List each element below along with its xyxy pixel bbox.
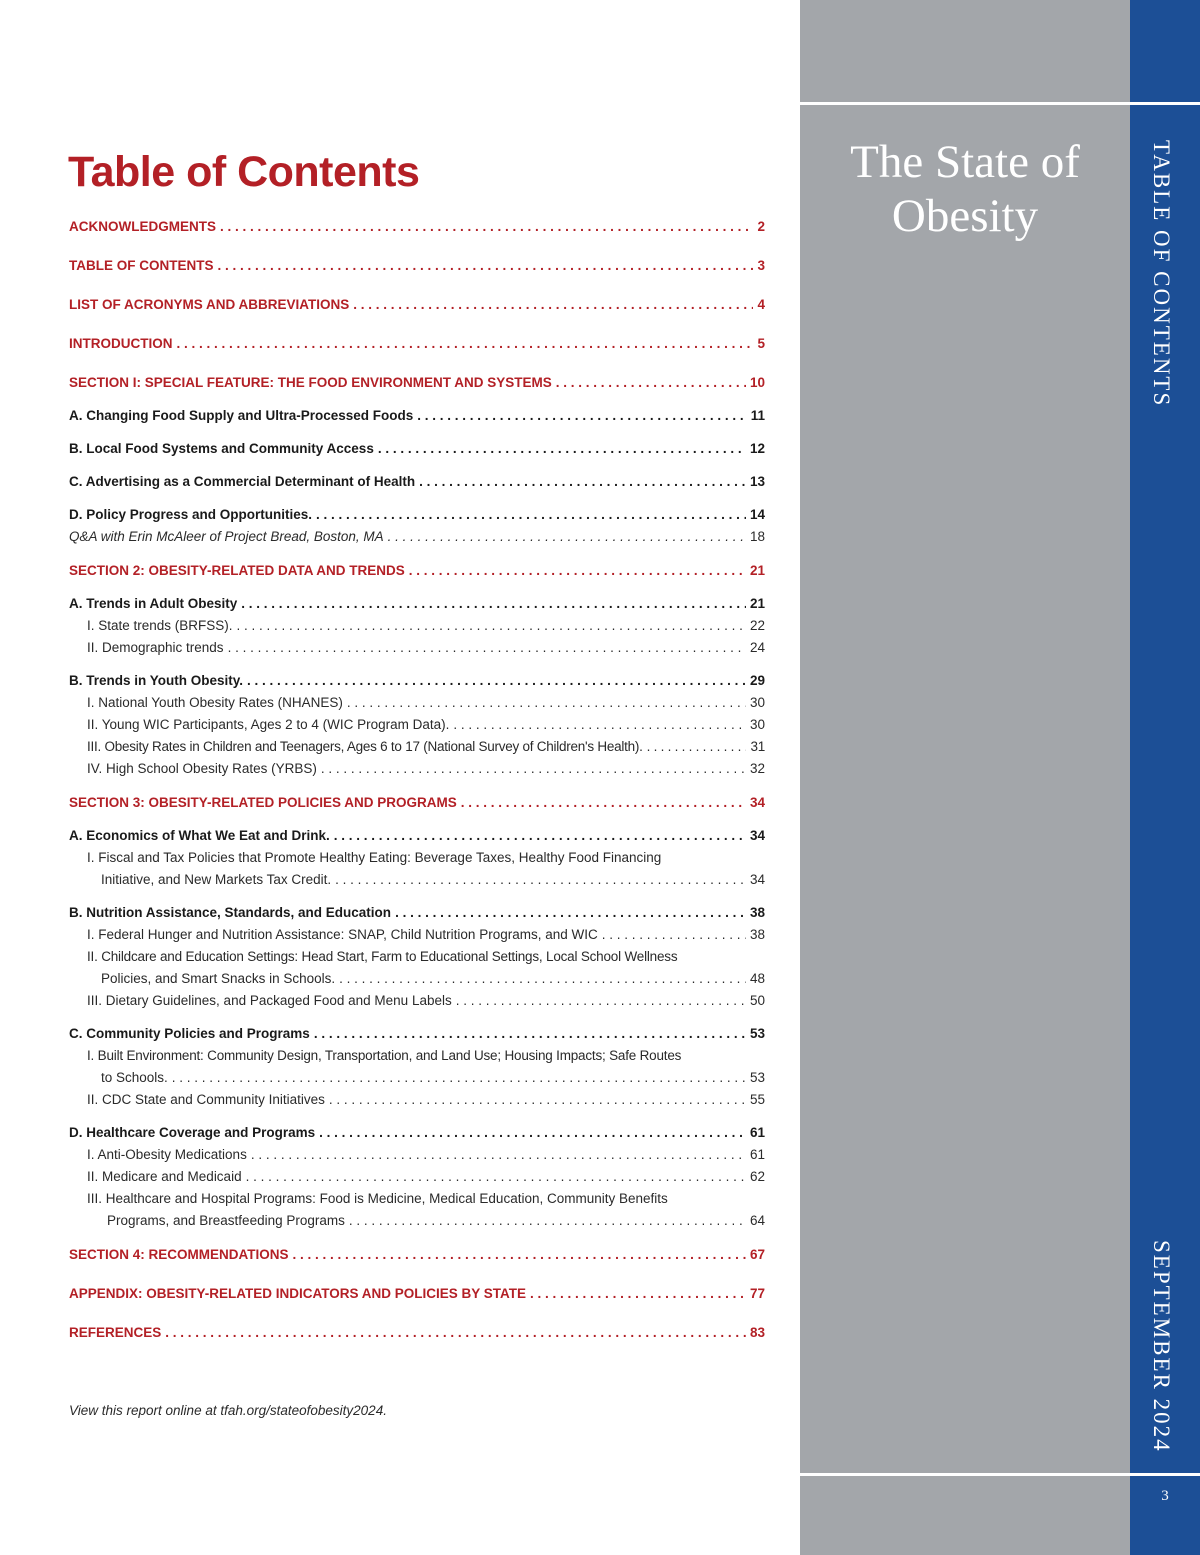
dot-leader bbox=[339, 971, 746, 986]
toc-entry-subsection[interactable] bbox=[69, 1125, 765, 1147]
toc-entry-page: 24 bbox=[749, 640, 765, 655]
toc-entry-page: 61 bbox=[749, 1147, 765, 1162]
dot-leader bbox=[349, 1213, 746, 1228]
dot-leader bbox=[419, 474, 746, 489]
dot-leader bbox=[335, 872, 746, 887]
dot-leader bbox=[321, 761, 746, 776]
toc-entry-subsection[interactable] bbox=[69, 474, 765, 496]
toc-entry-page: 13 bbox=[749, 474, 765, 489]
dot-leader bbox=[456, 993, 746, 1008]
toc-entry-page: 29 bbox=[749, 673, 765, 688]
dot-leader bbox=[293, 1247, 746, 1262]
toc-entry-page: 38 bbox=[749, 905, 765, 920]
toc-entry-item[interactable] bbox=[69, 739, 765, 761]
toc-entry-references[interactable] bbox=[69, 1325, 765, 1347]
band-divider bbox=[1130, 1473, 1200, 1476]
toc-entry-title: A. Changing Food Supply and Ultra-Processed Foods bbox=[69, 408, 414, 423]
toc-entry-qa[interactable] bbox=[69, 529, 765, 551]
toc-entry-title: III. Dietary Guidelines, and Packaged Food and Menu Labels bbox=[87, 993, 452, 1008]
dot-leader bbox=[417, 408, 746, 423]
toc-entry-acronyms[interactable] bbox=[69, 297, 765, 319]
toc-entry-title: SECTION I: SPECIAL FEATURE: THE FOOD ENVIRONMENT AND SYSTEMS bbox=[69, 375, 552, 390]
dot-leader bbox=[165, 1325, 746, 1340]
toc-entry-title: IV. High School Obesity Rates (YRBS) bbox=[87, 761, 317, 776]
dot-leader bbox=[602, 927, 746, 942]
dot-leader bbox=[246, 1169, 746, 1184]
toc-entry-subsection[interactable] bbox=[69, 507, 765, 529]
toc-entry-item-line: III. Healthcare and Hospital Programs: Food is Medicine, Medical Education, Community Benefits bbox=[87, 1191, 668, 1206]
toc-entry-title: B. Local Food Systems and Community Access bbox=[69, 441, 374, 456]
toc-entry-item[interactable] bbox=[69, 927, 765, 949]
toc-entry-title: II. Young WIC Participants, Ages 2 to 4 (WIC Program Data). bbox=[87, 717, 450, 732]
toc-entry-title: TABLE OF CONTENTS bbox=[69, 258, 214, 273]
toc-entry-title: B. Trends in Youth Obesity. bbox=[69, 673, 244, 688]
toc-entry-item[interactable] bbox=[69, 1070, 765, 1092]
toc-entry-title: I. Anti-Obesity Medications bbox=[87, 1147, 247, 1162]
toc-entry-title: Q&A with Erin McAleer of Project Bread, Boston, MA bbox=[69, 529, 384, 544]
toc-entry-section-4[interactable] bbox=[69, 1247, 765, 1269]
section-label-vertical: TABLE OF CONTENTS bbox=[1149, 140, 1174, 408]
toc-entry-item[interactable] bbox=[69, 1147, 765, 1169]
toc-entry-subsection[interactable] bbox=[69, 905, 765, 927]
toc-entry-page: 4 bbox=[757, 297, 765, 312]
toc-entry-page: 67 bbox=[749, 1247, 765, 1262]
toc-entry-page: 64 bbox=[749, 1213, 765, 1228]
dot-leader bbox=[395, 905, 746, 920]
toc-entry-page: 62 bbox=[749, 1169, 765, 1184]
toc-entry-page: 22 bbox=[749, 618, 765, 633]
dot-leader bbox=[247, 673, 746, 688]
toc-entry-page: 21 bbox=[749, 563, 765, 578]
toc-entry-title: I. National Youth Obesity Rates (NHANES) bbox=[87, 695, 343, 710]
dot-leader bbox=[241, 596, 746, 611]
toc-entry-section-1[interactable] bbox=[69, 375, 765, 397]
dot-leader bbox=[218, 258, 754, 273]
page-title: Table of Contents bbox=[68, 148, 420, 196]
toc-entry-page: 83 bbox=[749, 1325, 765, 1340]
toc-entry-title: I. Federal Hunger and Nutrition Assistance: SNAP, Child Nutrition Programs, and WIC bbox=[87, 927, 598, 942]
toc-entry-page: 77 bbox=[749, 1286, 765, 1301]
toc-list bbox=[69, 219, 765, 1347]
toc-entry-title: A. Trends in Adult Obesity bbox=[69, 596, 238, 611]
toc-entry-section-2[interactable] bbox=[69, 563, 765, 585]
toc-entry-acknowledgments[interactable] bbox=[69, 219, 765, 241]
toc-entry-title: B. Nutrition Assistance, Standards, and Education bbox=[69, 905, 392, 920]
toc-entry-item[interactable] bbox=[69, 640, 765, 662]
toc-entry-title: A. Economics of What We Eat and Drink. bbox=[69, 828, 330, 843]
toc-entry-title: I. State trends (BRFSS). bbox=[87, 618, 233, 633]
toc-entry-item-line: II. Childcare and Education Settings: Head Start, Farm to Educational Settings, Local School Wellness bbox=[87, 949, 678, 964]
toc-entry-title: C. Advertising as a Commercial Determinant of Health bbox=[69, 474, 416, 489]
toc-entry-page: 2 bbox=[757, 219, 765, 234]
toc-entry-page: 18 bbox=[749, 529, 765, 544]
toc-entry-introduction[interactable] bbox=[69, 336, 765, 358]
sidebar-divider bbox=[800, 1473, 1130, 1476]
toc-entry-appendix[interactable] bbox=[69, 1286, 765, 1308]
dot-leader bbox=[329, 1092, 746, 1107]
dot-leader bbox=[172, 1070, 746, 1085]
toc-entry-title: D. Policy Progress and Opportunities. bbox=[69, 507, 313, 522]
toc-entry-item[interactable] bbox=[69, 618, 765, 640]
toc-entry-page: 53 bbox=[749, 1070, 765, 1085]
dot-leader bbox=[177, 336, 754, 351]
toc-entry-page: 55 bbox=[749, 1092, 765, 1107]
toc-entry-title: SECTION 3: OBESITY-RELATED POLICIES AND PROGRAMS bbox=[69, 795, 457, 810]
toc-entry-page: 38 bbox=[749, 927, 765, 942]
dot-leader bbox=[347, 695, 746, 710]
toc-entry-page: 32 bbox=[749, 761, 765, 776]
dot-leader bbox=[314, 1026, 746, 1041]
toc-entry-page: 30 bbox=[749, 695, 765, 710]
toc-entry-page: 14 bbox=[749, 507, 765, 522]
dot-leader bbox=[378, 441, 746, 456]
toc-entry-section-3[interactable] bbox=[69, 795, 765, 817]
toc-entry-subsection[interactable] bbox=[69, 596, 765, 618]
toc-entry-page: 30 bbox=[749, 717, 765, 732]
toc-entry-page: 11 bbox=[750, 408, 765, 423]
toc-entry-title: APPENDIX: OBESITY-RELATED INDICATORS AND POLICIES BY STATE bbox=[69, 1286, 527, 1301]
toc-entry-subsection[interactable] bbox=[69, 441, 765, 463]
dot-leader bbox=[530, 1286, 746, 1301]
dot-leader bbox=[251, 1147, 746, 1162]
dot-leader bbox=[228, 640, 746, 655]
toc-entry-title: D. Healthcare Coverage and Programs bbox=[69, 1125, 316, 1140]
toc-entry-page: 61 bbox=[749, 1125, 765, 1140]
toc-entry-subsection[interactable] bbox=[69, 1026, 765, 1048]
toc-entry-item[interactable] bbox=[69, 695, 765, 717]
dot-leader bbox=[409, 563, 746, 578]
toc-entry-page: 3 bbox=[757, 258, 765, 273]
toc-entry-page: 34 bbox=[749, 795, 765, 810]
toc-entry-title: Programs, and Breastfeeding Programs bbox=[107, 1213, 345, 1228]
dot-leader bbox=[220, 219, 753, 234]
dot-leader bbox=[461, 795, 746, 810]
page-number: 3 bbox=[1161, 1488, 1169, 1504]
toc-entry-title: SECTION 4: RECOMMENDATIONS bbox=[69, 1247, 289, 1262]
dot-leader bbox=[237, 618, 746, 633]
toc-entry-title: SECTION 2: OBESITY-RELATED DATA AND TRENDS bbox=[69, 563, 405, 578]
dot-leader bbox=[453, 717, 746, 732]
toc-entry-title: C. Community Policies and Programs bbox=[69, 1026, 310, 1041]
toc-entry-subsection[interactable] bbox=[69, 673, 765, 695]
toc-entry-item-line: I. Fiscal and Tax Policies that Promote Healthy Eating: Beverage Taxes, Healthy Food Financing bbox=[87, 850, 662, 865]
toc-entry-page: 21 bbox=[749, 596, 765, 611]
toc-entry-title: II. Medicare and Medicaid bbox=[87, 1169, 242, 1184]
toc-entry-item[interactable] bbox=[69, 1213, 765, 1235]
band-divider bbox=[1130, 102, 1200, 105]
toc-entry-item[interactable] bbox=[69, 971, 765, 993]
dot-leader bbox=[388, 529, 746, 544]
date-label-vertical: SEPTEMBER 2024 bbox=[1149, 1240, 1174, 1453]
toc-entry-title: ACKNOWLEDGMENTS bbox=[69, 219, 216, 234]
toc-entry-item[interactable] bbox=[69, 717, 765, 739]
toc-entry-item[interactable] bbox=[69, 1092, 765, 1114]
toc-entry-page: 10 bbox=[749, 375, 765, 390]
toc-entry-title: II. CDC State and Community Initiatives bbox=[87, 1092, 325, 1107]
toc-entry-page: 12 bbox=[749, 441, 765, 456]
toc-entry-item[interactable] bbox=[69, 1169, 765, 1191]
toc-entry-page: 50 bbox=[749, 993, 765, 1008]
toc-entry-table-of-contents[interactable] bbox=[69, 258, 765, 280]
dot-leader bbox=[319, 1125, 746, 1140]
report-title: The State of Obesity bbox=[850, 136, 1080, 242]
online-report-note: View this report online at tfah.org/stateofobesity2024. bbox=[69, 1403, 387, 1418]
toc-entry-title: REFERENCES bbox=[69, 1325, 162, 1340]
toc-entry-item[interactable] bbox=[69, 872, 765, 894]
toc-entry-title: II. Demographic trends bbox=[87, 640, 224, 655]
toc-entry-title: Initiative, and New Markets Tax Credit. bbox=[101, 872, 332, 887]
toc-entry-page: 5 bbox=[757, 336, 765, 351]
toc-entry-page: 34 bbox=[749, 872, 765, 887]
toc-entry-subsection[interactable] bbox=[69, 828, 765, 850]
toc-entry-item-line: I. Built Environment: Community Design, Transportation, and Land Use; Housing Impacts; Safe Routes bbox=[87, 1048, 682, 1063]
toc-entry-title: INTRODUCTION bbox=[69, 336, 173, 351]
dot-leader bbox=[353, 297, 753, 312]
toc-entry-page: 34 bbox=[749, 828, 765, 843]
dot-leader bbox=[647, 739, 747, 754]
dot-leader bbox=[316, 507, 746, 522]
sidebar-divider bbox=[800, 102, 1130, 105]
toc-entry-page: 53 bbox=[749, 1026, 765, 1041]
toc-entry-page: 48 bbox=[749, 971, 765, 986]
toc-entry-item[interactable] bbox=[69, 761, 765, 783]
toc-entry-title: III. Obesity Rates in Children and Teenagers, Ages 6 to 17 (National Survey of Children's Health). bbox=[87, 739, 643, 754]
toc-entry-title: Policies, and Smart Snacks in Schools. bbox=[101, 971, 336, 986]
toc-entry-subsection[interactable] bbox=[69, 408, 765, 430]
toc-entry-title: LIST OF ACRONYMS AND ABBREVIATIONS bbox=[69, 297, 350, 312]
toc-entry-item[interactable] bbox=[69, 993, 765, 1015]
toc-entry-title: to Schools. bbox=[101, 1070, 168, 1085]
toc-entry-page: 31 bbox=[750, 739, 765, 754]
dot-leader bbox=[334, 828, 746, 843]
dot-leader bbox=[556, 375, 746, 390]
